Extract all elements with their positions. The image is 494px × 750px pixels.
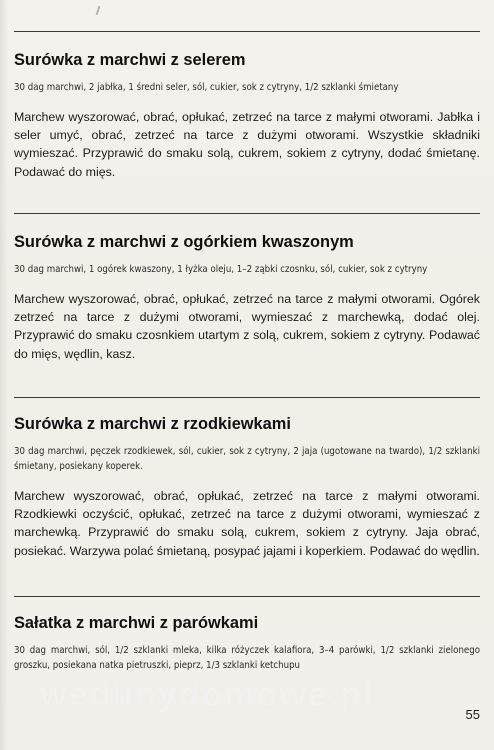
recipe-card [14, 50, 480, 181]
recipe-ingredients: 30 dag marchwi, pęczek rzodkiewek, sól, cukier, sok z cytryny, 2 jaja (ugotowane na twardo), 1/2 szklanki śmietany, posiekany koperek. [14, 446, 480, 472]
recipe-method: Marchew wyszorować, obrać, opłukać, zetrzeć na tarce z małymi otworami. Rzodkiewki oczyścić, opłukać, zetrzeć na tarce z dużymi otworami, wymieszać z marchewką. Przyprawić do smaku solą, cukrem, sokiem z cytryny. Jaja obrać, posiekać. Warzywa polać śmietaną, posypać jajami i koperkiem. Podawać do wędlin. [14, 489, 480, 558]
binding-shadow [0, 0, 8, 750]
page-number: 55 [465, 707, 480, 722]
recipe-ingredients: 30 dag marchwi, 2 jabłka, 1 średni seler, sól, cukier, sok z cytryny, 1/2 szklanki śmietany [14, 82, 399, 93]
recipe-title: Surówka z marchwi z selerem [14, 51, 246, 69]
recipe-title: Surówka z marchwi z rzodkiewkami [14, 415, 291, 433]
section-divider [14, 31, 480, 32]
section-divider [14, 213, 480, 214]
recipe-ingredients: 30 dag marchwi, sól, 1/2 szklanki mleka, kilka różyczek kalafiora, 3–4 parówki, 1/2 szklanki zielonego groszku, posiekana natka pietruszki, pieprz, 1/3 szklanki ketchupu [14, 645, 480, 671]
recipe-ingredients: 30 dag marchwi, 1 ogórek kwaszony, 1 łyżka oleju, 1–2 ząbki czosnku, sól, cukier, sok z cytryny [14, 264, 428, 275]
recipe-card [14, 613, 480, 673]
recipe-title: Surówka z marchwi z ogórkiem kwaszonym [14, 233, 354, 251]
pencil-mark [96, 6, 101, 15]
recipe-title: Sałatka z marchwi z parówkami [14, 614, 259, 632]
recipe-method: Marchew wyszorować, obrać, opłukać, zetrzeć na tarce z małymi otworami. Jabłka i seler umyć, obrać, zetrzeć na tarce z dużymi otworami. Wszystkie składniki wymieszać. Przyprawić do smaku solą, cukrem, sokiem z cytryny, dodać śmietanę. Podawać do mięs. [14, 110, 480, 179]
section-divider [14, 596, 480, 597]
watermark: wedlinydomowe.pl [40, 676, 375, 714]
recipe-card [14, 232, 480, 363]
recipe-method: Marchew wyszorować, obrać, opłukać, zetrzeć na tarce z małymi otworami. Ogórek zetrzeć na tarce z dużymi otworami, wymieszać z marchewką, dodać olej. Przyprawić do smaku czosnkiem utartym z solą, cukrem, sokiem z cytryny. Podawać do mięs, wędlin, kasz. [14, 292, 480, 361]
recipe-card [14, 414, 480, 560]
section-divider [14, 397, 480, 398]
